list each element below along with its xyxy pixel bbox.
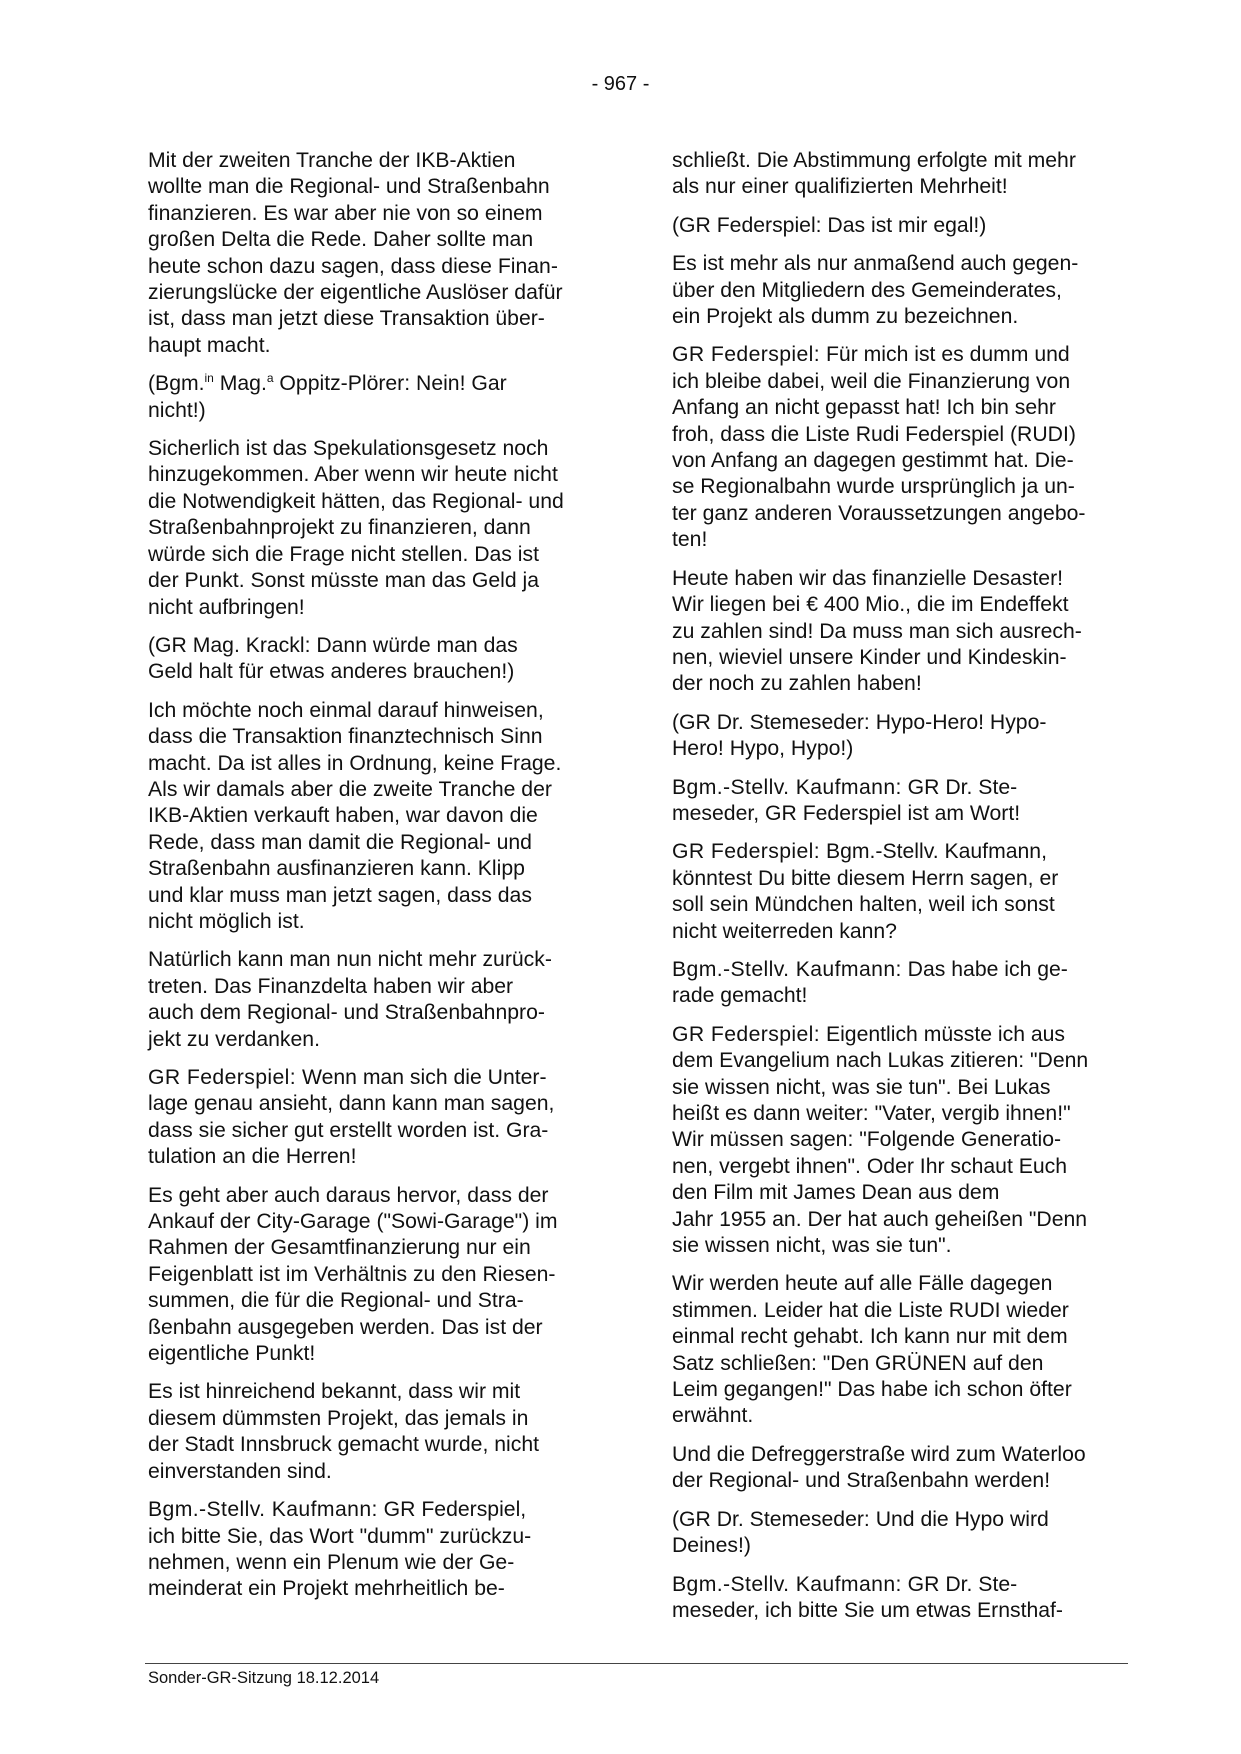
interjection-text: Oppitz-Plörer: Nein! Gar nicht!)	[148, 372, 507, 422]
speech	[672, 775, 1120, 828]
left-column	[148, 148, 596, 1615]
interjection: (GR Mag. Krackl: Dann würde man das Geld halt für etwas anderes brauchen!)	[148, 633, 518, 684]
page-number: - 967 -	[591, 73, 650, 95]
speech	[672, 957, 1120, 1010]
speech-text: Bgm.-Stellv. Kaufmann, könntest Du bitte diesem Herrn sagen, er soll sein Mündchen halten, weil ich sonst nicht weiterreden kann?	[672, 840, 1059, 943]
superscript: a	[266, 371, 274, 386]
speech-text: GR Federspiel, ich bitte Sie, das Wort "dumm" zurückzu- nehmen, wenn ein Plenum wie der Ge- meinderat ein Projekt mehrheitlich be-	[148, 1498, 532, 1601]
speech	[148, 1065, 596, 1171]
speech-text: Wenn man sich die Unter- lage genau ansieht, dann kann man sagen, dass sie sicher gut erstellt worden ist. Gra- tulation an die Herren!	[148, 1066, 555, 1169]
right-column	[672, 148, 1120, 1636]
speech	[672, 1572, 1120, 1625]
speech-text: GR Dr. Ste- meseder, ich bitte Sie um etwas Ernsthaf-	[672, 1572, 1063, 1622]
paragraph: Ich möchte noch einmal darauf hinweisen, dass die Transaktion finanztechnisch Sinn macht. Da ist alles in Ordnung, keine Frage. Als wir damals aber die zweite Tranche der IKB-Aktien verkauft haben, war davon die Rede, dass man damit die Regional- und Straßenbahn ausfinanzieren kann. Klipp und klar muss man jetzt sagen, dass das nicht möglich ist.	[148, 698, 562, 933]
paragraph: Wir werden heute auf alle Fälle dagegen stimmen. Leider hat die Liste RUDI wieder einmal recht gehabt. Ich kann nur mit dem Satz schließen: "Den GRÜNEN auf den Leim gegangen!" Das habe ich schon öfter erwähnt.	[672, 1272, 1072, 1428]
paragraph: Es ist hinreichend bekannt, dass wir mit diesem dümmsten Projekt, das jemals in der Stadt Innsbruck gemacht wurde, nicht einverstanden sind.	[148, 1380, 539, 1483]
paragraph: Und die Defreggerstraße wird zum Waterloo der Regional- und Straßenbahn werden!	[672, 1442, 1086, 1493]
speaker-name: GR Federspiel:	[672, 840, 821, 864]
superscript: in	[204, 371, 214, 386]
footer-session-label: Sonder-GR-Sitzung 18.12.2014	[148, 1669, 380, 1687]
paragraph: schließt. Die Abstimmung erfolgte mit mehr als nur einer qualifizierten Mehrheit!	[672, 149, 1076, 199]
paragraph: Sicherlich ist das Spekulationsgesetz noch hinzugekommen. Aber wenn wir heute nicht die Notwendigkeit hätten, das Regional- und Straßenbahnprojekt zu finanzieren, dann würde sich die Frage nicht stellen. Das ist der Punkt. Sonst müsste man das Geld ja nicht aufbringen!	[148, 437, 564, 619]
paragraph: Heute haben wir das finanzielle Desaster! Wir liegen bei € 400 Mio., die im Endeffekt zu zahlen sind! Da muss man sich ausrech- nen, wieviel unsere Kinder und Kindeskin- der noch zu zahlen haben!	[672, 566, 1082, 696]
interjection	[148, 371, 596, 424]
speech	[148, 1497, 596, 1603]
speaker-name: Bgm.-Stellv. Kaufmann:	[148, 1498, 378, 1522]
interjection: (GR Dr. Stemeseder: Hypo-Hero! Hypo- Hero! Hypo, Hypo!)	[672, 710, 1047, 761]
interjection: (GR Dr. Stemeseder: Und die Hypo wird Deines!)	[672, 1507, 1049, 1558]
footer-divider	[145, 1663, 1128, 1664]
paragraph: Mit der zweiten Tranche der IKB-Aktien wollte man die Regional- und Straßenbahn finanzieren. Es war aber nie von so einem großen Delta die Rede. Daher sollte man heute schon dazu sagen, dass diese Finan- zierungslücke der eigentliche Auslöser dafür ist, dass man jetzt diese Transaktion über- haupt macht.	[148, 149, 563, 357]
speaker-name: Bgm.-Stellv. Kaufmann:	[672, 775, 902, 799]
interjection-text: (Bgm.	[148, 372, 205, 396]
speech	[672, 839, 1120, 945]
speech	[672, 342, 1120, 553]
speaker-name: GR Federspiel:	[672, 343, 821, 367]
interjection-text: Mag.	[213, 372, 267, 396]
paragraph: Es geht aber auch daraus hervor, dass der Ankauf der City-Garage ("Sowi-Garage") im Rahmen der Gesamtfinanzierung nur ein Feigenblatt ist im Verhältnis zu den Riesen- summen, die für die Regional- und Stra- ßenbahn ausgegeben werden. Das ist der eigentliche Punkt!	[148, 1183, 558, 1366]
speech	[672, 1022, 1120, 1260]
speech-text: Eigentlich müsste ich aus dem Evangelium nach Lukas zitieren: "Denn sie wissen nicht, was sie tun". Bei Lukas heißt es dann weiter: "Vater, vergib ihnen!" Wir müssen sagen: "Folgende Generatio- nen, vergebt ihnen". Oder Ihr schaut Euch den Film mit James Dean aus dem Jahr 1955 an. Der hat auch geheißen "Denn sie wissen nicht, was sie tun".	[672, 1022, 1089, 1258]
speaker-name: Bgm.-Stellv. Kaufmann:	[672, 1572, 902, 1596]
speaker-name: GR Federspiel:	[672, 1022, 821, 1046]
paragraph: Natürlich kann man nun nicht mehr zurück- treten. Das Finanzdelta haben wir aber auch dem Regional- und Straßenbahnpro- jekt zu verdanken.	[148, 948, 552, 1051]
paragraph: Es ist mehr als nur anmaßend auch gegen- über den Mitgliedern des Gemeinderates, ein Projekt als dumm zu bezeichnen.	[672, 252, 1079, 329]
speaker-name: GR Federspiel:	[148, 1066, 297, 1089]
interjection: (GR Federspiel: Das ist mir egal!)	[672, 213, 987, 237]
speech-text: Das habe ich ge- rade gemacht!	[672, 957, 1068, 1008]
speech-text: Für mich ist es dumm und ich bleibe dabei, weil die Finanzierung von Anfang an nicht gepasst hat! Ich bin sehr froh, dass die Liste Rudi Federspiel (RUDI) von Anfang an dagegen gestimmt hat. Die- se Regionalbahn wurde ursprünglich ja un- ter ganz anderen Voraussetzungen angebo- ten!	[672, 343, 1086, 552]
speech-text: GR Dr. Ste- meseder, GR Federspiel ist am Wort!	[672, 775, 1021, 825]
speaker-name: Bgm.-Stellv. Kaufmann:	[672, 957, 902, 981]
